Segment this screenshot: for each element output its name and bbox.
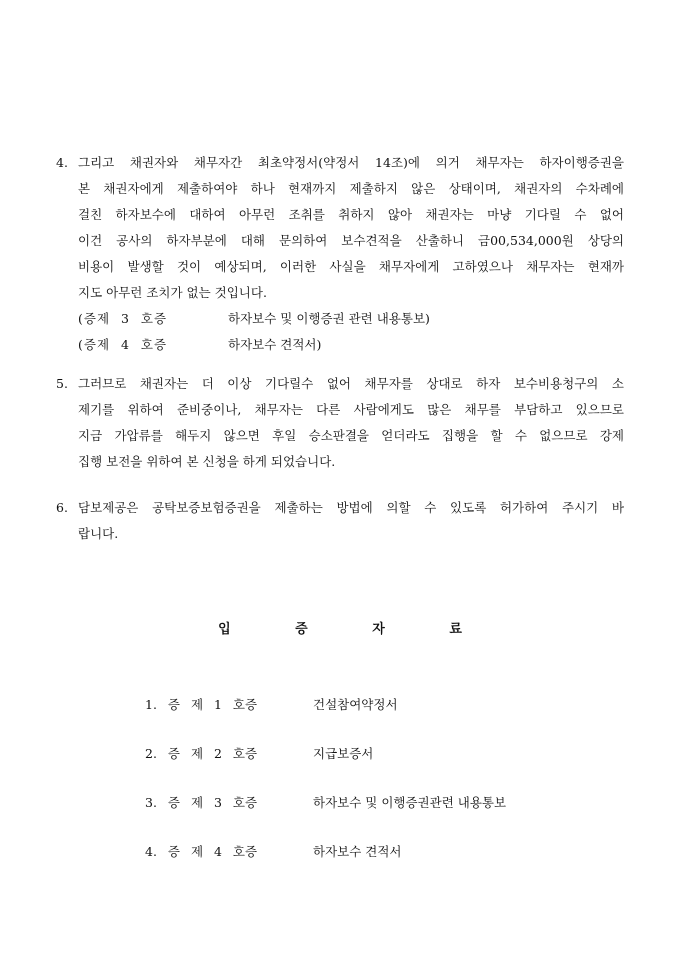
paragraph-line: 그리고 채권자와 채무자간 최초약정서(약정서 14조)에 의거 채무자는 하자이행증권을: [78, 155, 624, 170]
paragraph-line: 비용이 발생할 것이 예상되며, 이러한 사실을 채무자에게 고하였으나 채무자는 현재까: [78, 259, 624, 274]
paragraph-5: [56, 371, 624, 475]
evidence-ref-desc: 하자보수 견적서): [228, 337, 322, 352]
evidence-item-desc: 하자보수 견적서: [313, 844, 402, 859]
evidence-list: [145, 690, 585, 886]
evidence-item-label: 2. 증 제 2 호증: [145, 746, 258, 761]
evidence-list-item: [145, 837, 585, 886]
paragraph-line: 그러므로 채권자는 더 이상 기다릴수 없어 채무자를 상대로 하자 보수비용청구의 소: [78, 376, 624, 391]
evidence-item-label: 3. 증 제 3 호증: [145, 795, 258, 810]
paragraph-4: [56, 150, 624, 358]
paragraph-line: 본 채권자에게 제출하여야 하나 현재까지 제출하지 않은 상태이며, 채권자의 수차례에: [78, 181, 624, 196]
evidence-reference: [56, 306, 624, 332]
evidence-ref-number: (증제 3 호증: [78, 311, 168, 326]
paragraph-line: 제기를 위하여 준비중이나, 채무자는 다른 사람에게도 많은 채무를 부담하고 있으므로: [78, 402, 624, 417]
paragraph-line: 집행 보전을 위하여 본 신청을 하게 되었습니다.: [78, 454, 336, 469]
evidence-item-desc: 하자보수 및 이행증권관련 내용통보: [313, 795, 507, 810]
evidence-item-desc: 건설참여약정서: [313, 697, 398, 712]
paragraph-line: 이건 공사의 하자부분에 대해 문의하여 보수견적을 산출하니 금00,534,000원 상당의: [78, 233, 624, 248]
evidence-section-title: 입 증 자 료: [218, 622, 492, 637]
paragraph-6: [56, 495, 624, 547]
paragraph-number: 5.: [56, 376, 68, 391]
paragraph-number: 6.: [56, 500, 68, 515]
evidence-item-desc: 지급보증서: [313, 746, 374, 761]
paragraph-line: 걸친 하자보수에 대하여 아무런 조취를 취하지 않아 채권자는 마냥 기다릴 수 없어: [78, 207, 624, 222]
paragraph-line: 담보제공은 공탁보증보험증권을 제출하는 방법에 의할 수 있도록 허가하여 주시기 바: [78, 500, 624, 515]
evidence-list-item: [145, 788, 585, 837]
evidence-ref-desc: 하자보수 및 이행증권 관련 내용통보): [228, 311, 430, 326]
evidence-list-item: [145, 739, 585, 788]
paragraph-line: 지금 가압류를 해두지 않으면 후일 승소판결을 얻더라도 집행을 할 수 없으므로 강제: [78, 428, 624, 443]
evidence-item-label: 1. 증 제 1 호증: [145, 697, 258, 712]
evidence-item-label: 4. 증 제 4 호증: [145, 844, 258, 859]
evidence-list-item: [145, 690, 585, 739]
evidence-ref-number: (증제 4 호증: [78, 337, 168, 352]
paragraph-line: 랍니다.: [78, 526, 119, 541]
evidence-reference: [56, 332, 624, 358]
paragraph-line: 지도 아무런 조치가 없는 것입니다.: [78, 285, 267, 300]
paragraph-number: 4.: [56, 155, 68, 170]
